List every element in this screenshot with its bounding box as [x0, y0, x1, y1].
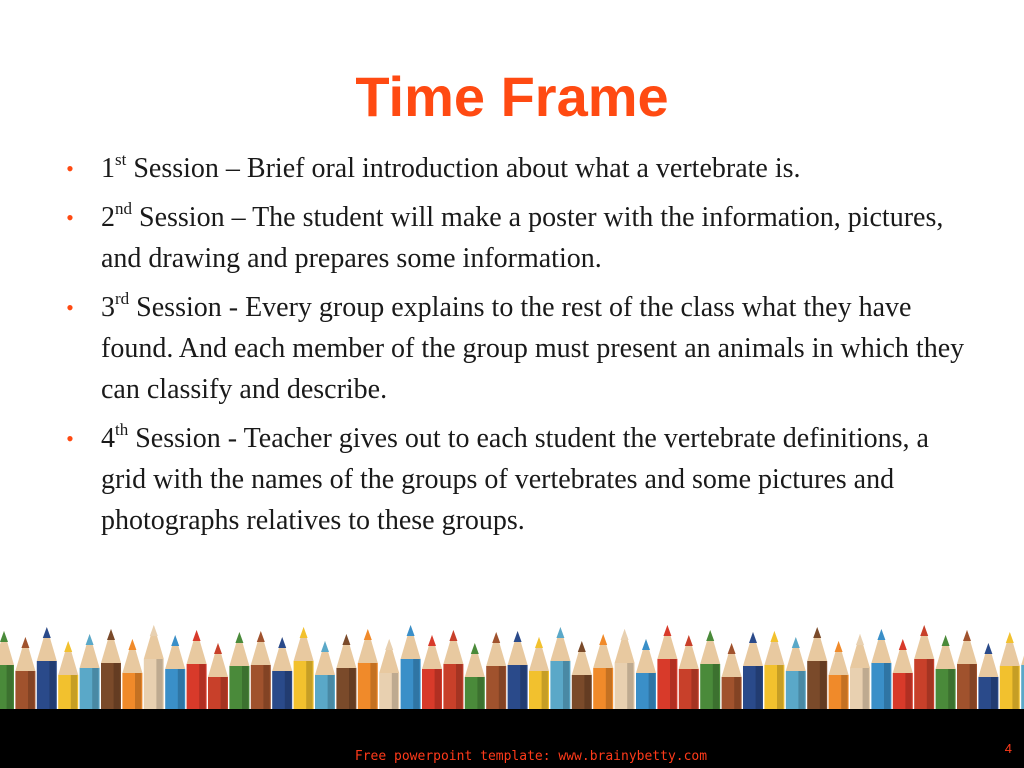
bullet-text: Session – The student will make a poster with the information, pictures, and drawing and prepares some information. — [101, 202, 944, 274]
pencil-icon — [443, 630, 463, 715]
pencil-icon — [871, 629, 891, 715]
pencil-icon — [550, 627, 570, 715]
pencil-icon — [786, 637, 806, 715]
pencil-icon — [37, 627, 57, 715]
pencil-icon — [529, 637, 549, 715]
slide-title: Time Frame — [355, 65, 669, 128]
pencil-icon — [58, 641, 78, 715]
bullet-item — [60, 418, 970, 541]
pencil-icon — [615, 629, 635, 715]
page-number: 4 — [1004, 741, 1012, 756]
pencil-icon — [743, 632, 763, 715]
colored-pencils-border — [0, 620, 1024, 715]
pencil-icon — [144, 625, 164, 715]
bullet-item — [60, 148, 970, 189]
pencil-icon — [722, 643, 742, 715]
pencil-icon — [636, 639, 656, 715]
pencil-icon — [422, 635, 442, 715]
pencil-icon — [764, 631, 784, 715]
pencil-icon — [465, 643, 485, 715]
pencil-icon — [936, 635, 956, 715]
pencil-icon — [208, 643, 228, 715]
pencil-icon — [508, 631, 528, 715]
bullet-icon: • — [66, 156, 74, 181]
pencil-icon — [251, 631, 271, 715]
pencil-icon — [80, 634, 100, 715]
pencil-icon — [379, 639, 399, 715]
pencil-icon — [272, 637, 292, 715]
bullet-text: Session – Brief oral introduction about what a vertebrate is. — [126, 153, 801, 184]
pencil-icon — [807, 627, 827, 715]
pencil-icon — [101, 629, 121, 715]
pencil-icon — [978, 643, 998, 715]
session-number: 4 — [101, 423, 115, 454]
pencil-icon — [401, 625, 421, 715]
ordinal-suffix: rd — [115, 288, 130, 308]
bullet-icon: • — [66, 426, 74, 451]
pencil-icon — [914, 625, 934, 715]
pencil-icon — [1000, 632, 1020, 715]
pencil-icon — [187, 630, 207, 715]
pencil-icon — [336, 634, 356, 715]
pencil-icon — [572, 641, 592, 715]
session-number: 1 — [101, 153, 115, 184]
pencil-icon — [850, 634, 870, 715]
footer-credit: Free powerpoint template: www.brainybetty.com — [354, 749, 708, 764]
session-number: 3 — [101, 292, 115, 323]
pencil-icon — [122, 639, 142, 715]
bullet-text: Session - Teacher gives out to each student the vertebrate definitions, a grid with the names of the groups of vertebrates and some pictures and photographs relatives to these groups. — [101, 423, 929, 536]
pencil-icon — [893, 639, 913, 715]
pencil-icon — [315, 641, 335, 715]
pencil-icon — [15, 637, 35, 715]
pencil-icon — [957, 630, 977, 715]
ordinal-suffix: nd — [115, 198, 132, 218]
bullet-item — [60, 287, 970, 410]
pencil-icon — [679, 635, 699, 715]
pencil-icon — [294, 627, 314, 715]
bullet-icon: • — [66, 295, 74, 320]
ordinal-suffix: th — [115, 419, 129, 439]
bullet-text: Session - Every group explains to the rest of the class what they have found. And each member of the group must present an animals in which they can classify and describe. — [101, 292, 965, 405]
pencil-icon — [700, 630, 720, 715]
bullet-list — [60, 148, 970, 549]
bullet-item — [60, 197, 970, 279]
pencil-icon — [829, 641, 849, 715]
pencil-icon — [657, 625, 677, 715]
pencil-icon — [229, 632, 249, 715]
pencil-icon — [486, 632, 506, 715]
pencil-icon — [593, 634, 613, 715]
session-number: 2 — [101, 202, 115, 233]
pencil-icon — [358, 629, 378, 715]
pencil-icon — [0, 631, 14, 715]
bullet-icon: • — [66, 205, 74, 230]
pencil-icon — [165, 635, 185, 715]
ordinal-suffix: st — [115, 149, 127, 169]
